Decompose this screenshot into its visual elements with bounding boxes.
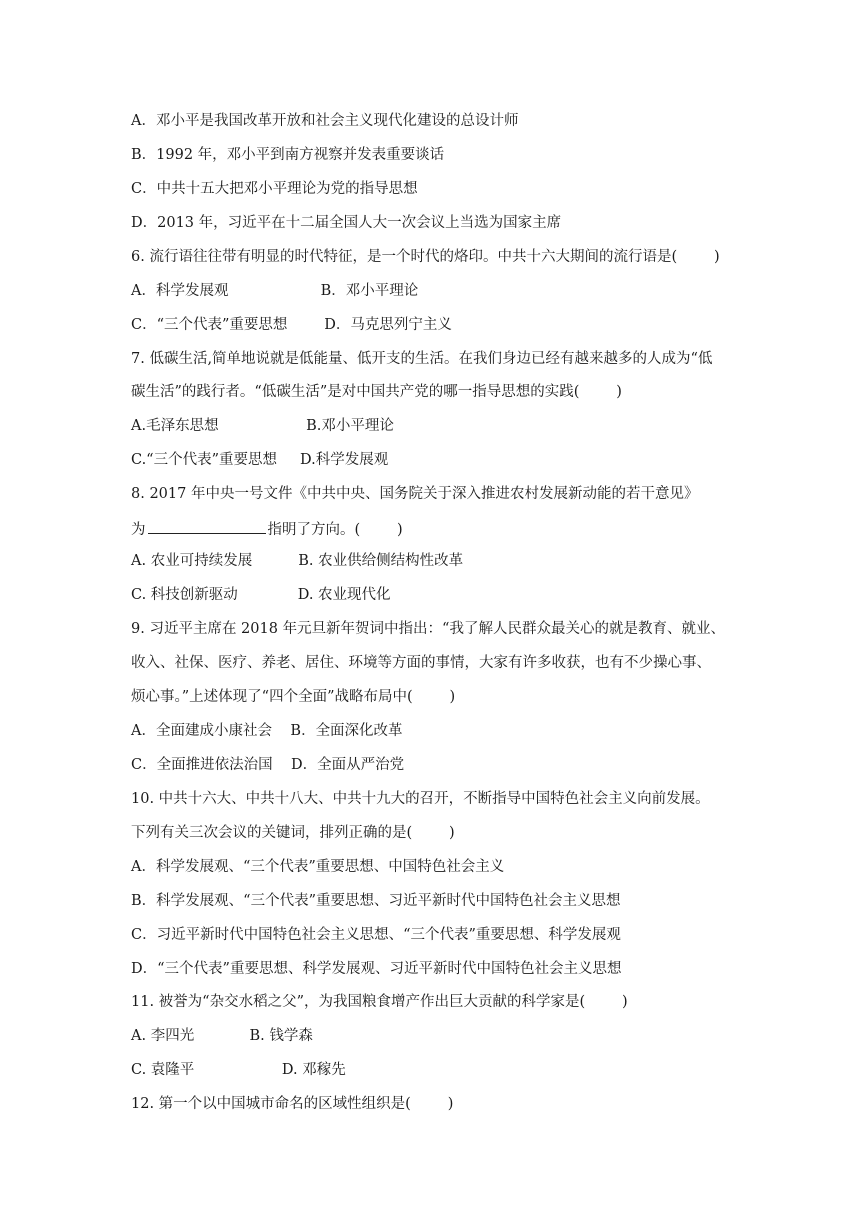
- option-line: B．1992 年，邓小平到南方视察并发表重要谈话: [131, 147, 445, 163]
- option-line: A. 农业可持续发展 B. 农业供给侧结构性改革: [131, 553, 464, 569]
- option-line: D．“三个代表”重要思想、科学发展观、习近平新时代中国特色社会主义思想: [131, 961, 622, 977]
- option-line: A．邓小平是我国改革开放和社会主义现代化建设的总设计师: [131, 113, 519, 129]
- question-9: 9. 习近平主席在 2018 年元旦新年贺词中指出：“我了解人民群众最关心的就是教育、就业、: [131, 621, 725, 637]
- question-10: 10. 中共十六大、中共十八大、中共十九大的召开，不断指导中国特色社会主义向前发展。: [131, 791, 710, 807]
- question-8: 8. 2017 年中央一号文件《中共中央、国务院关于深入推进农村发展新动能的若干意见》: [131, 486, 699, 502]
- question-6: 6. 流行语往往带有明显的时代特征，是一个时代的烙印。中共十六大期间的流行语是( ): [131, 249, 720, 265]
- option-line: A．科学发展观 B．邓小平理论: [131, 283, 419, 299]
- question-8-cont: [131, 518, 403, 540]
- question-7: 7. 低碳生活,简单地说就是低能量、低开支的生活。在我们身边已经有越来越多的人成为“低: [131, 351, 713, 367]
- q8-prefix: 为: [131, 522, 146, 538]
- option-line: C.“三个代表”重要思想 D.科学发展观: [131, 452, 389, 468]
- option-line: B．科学发展观、“三个代表”重要思想、习近平新时代中国特色社会主义思想: [131, 893, 621, 909]
- option-line: C．习近平新时代中国特色社会主义思想、“三个代表”重要思想、科学发展观: [131, 927, 621, 943]
- question-12: 12. 第一个以中国城市命名的区域性组织是( ): [131, 1096, 454, 1112]
- question-10-cont: 下列有关三次会议的关键词，排列正确的是( ): [131, 825, 455, 841]
- option-line: C. 科技创新驱动 D. 农业现代化: [131, 587, 391, 603]
- question-11: 11. 被誉为“杂交水稻之父”，为我国粮食增产作出巨大贡献的科学家是( ): [131, 994, 628, 1010]
- option-line: C. 袁隆平 D. 邓稼先: [131, 1062, 346, 1078]
- option-line: D．2013 年，习近平在十二届全国人大一次会议上当选为国家主席: [131, 215, 562, 231]
- option-line: C．“三个代表”重要思想 D．马克思列宁主义: [131, 317, 452, 333]
- option-line: A．科学发展观、“三个代表”重要思想、中国特色社会主义: [131, 859, 505, 875]
- option-line: A．全面建成小康社会 B．全面深化改革: [131, 723, 403, 739]
- option-line: A. 李四光 B. 钱学森: [131, 1028, 313, 1044]
- q8-suffix: 指明了方向。( ): [267, 522, 403, 538]
- option-line: C．全面推进依法治国 D．全面从严治党: [131, 757, 405, 773]
- question-9-cont: 收入、社保、医疗、养老、居住、环境等方面的事情，大家有许多收获，也有不少操心事、: [131, 655, 711, 671]
- option-line: C．中共十五大把邓小平理论为党的指导思想: [131, 181, 418, 197]
- question-9-cont: 烦心事。”上述体现了“四个全面”战略布局中( ): [131, 689, 456, 705]
- option-line: A.毛泽东思想 B.邓小平理论: [131, 418, 394, 434]
- answer-blank: [148, 518, 266, 534]
- question-7-cont: 碳生活”的践行者。“低碳生活”是对中国共产党的哪一指导思想的实践( ): [131, 384, 622, 400]
